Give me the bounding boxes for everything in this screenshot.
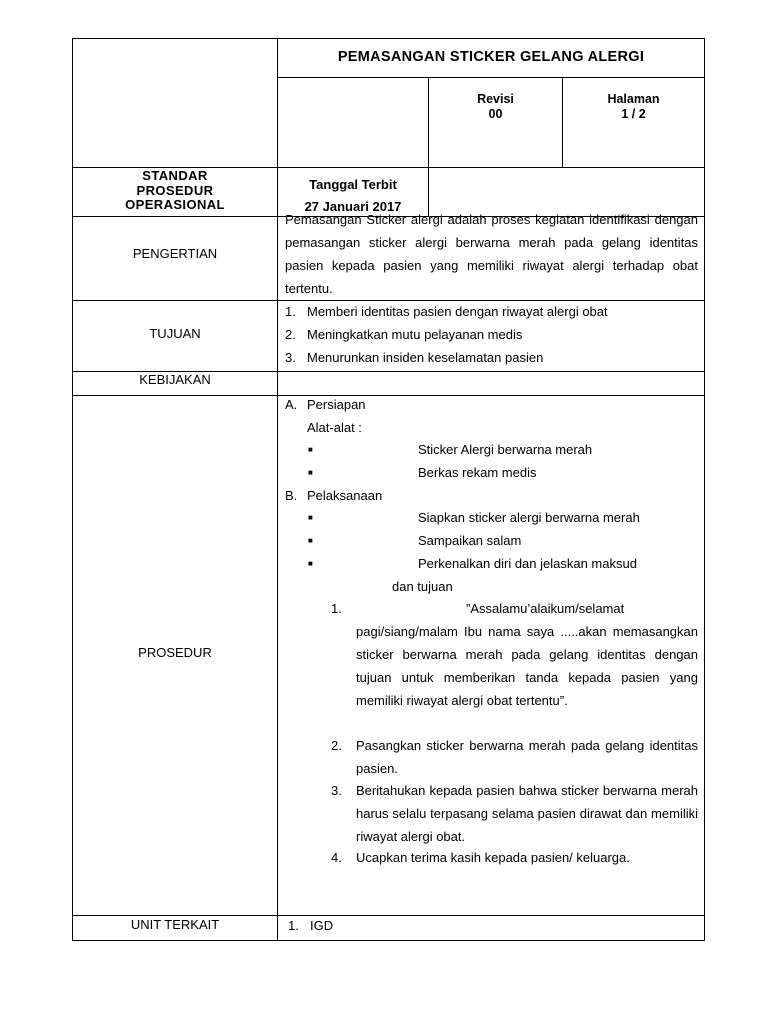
step-number: 3. (331, 783, 342, 798)
alat-label: Alat-alat : (307, 420, 362, 435)
bullet-icon: ■ (308, 559, 313, 568)
step-text-first-line: ”Assalamu’alaikum/selamat (466, 601, 625, 616)
tujuan-label: TUJUAN (149, 326, 201, 341)
pelaksanaan-item-continued: dan tujuan (392, 579, 453, 594)
document-title: PEMASANGAN STICKER GELANG ALERGI (337, 49, 645, 65)
row-divider-prosedur (72, 395, 705, 396)
step-text: pagi/siang/malam Ibu nama saya .....akan memasangkan sticker berwarna merah pada gelang identitas dengan tujuan untuk memberikan tanda kepada pasien yang memiliki riwayat alergi obat tertentu”. (356, 624, 698, 708)
alat-item: Sticker Alergi berwarna merah (418, 442, 593, 457)
halaman-label: Halaman (607, 92, 660, 106)
title-divider (277, 77, 705, 78)
border-bottom (72, 940, 705, 941)
pelaksanaan-item: Siapkan sticker alergi berwarna merah (418, 510, 640, 525)
pelaksanaan-item: Sampaikan salam (418, 533, 522, 548)
halaman-value: 1 / 2 (621, 107, 646, 121)
prosedur-label: PROSEDUR (138, 645, 212, 660)
step-number: 2. (331, 738, 342, 753)
pengertian-text: Pemasangan Sticker alergi adalah proses kegiatan identifikasi dengan pemasangan sticker alergi berwarna merah pada gelang identitas pasien kepada pasien yang memiliki riwayat alergi terhadap obat tertentu. (285, 212, 698, 296)
revisi-value: 00 (488, 107, 503, 121)
row-divider-unit (72, 915, 705, 916)
revisi-cell (429, 92, 562, 122)
spo-line-3: OPERASIONAL (125, 197, 225, 212)
bullet-icon: ■ (308, 536, 313, 545)
section-a-title: Persiapan (307, 397, 366, 412)
section-b-marker: B. (285, 488, 298, 503)
pelaksanaan-item: Perkenalkan diri dan jelaskan maksud (418, 556, 637, 571)
spo-line-1: STANDAR (142, 168, 208, 183)
unit-terkait-item: 1. IGD (288, 918, 334, 933)
list-item: 3. Menurunkan insiden keselamatan pasien (285, 350, 544, 365)
alat-item: Berkas rekam medis (418, 465, 537, 480)
tanggal-label: Tanggal Terbit (309, 177, 397, 192)
tanggal-value: 27 Januari 2017 (304, 199, 402, 214)
step-number: 4. (331, 850, 342, 865)
list-item: 1. Memberi identitas pasien dengan riwayat alergi obat (285, 304, 608, 319)
bullet-icon: ■ (308, 445, 313, 454)
halaman-cell (563, 92, 704, 122)
step-text: Pasangkan sticker berwarna merah pada gelang identitas pasien. (356, 738, 698, 776)
halaman-divider (562, 77, 563, 167)
step-text: Ucapkan terima kasih kepada pasien/ keluarga. (356, 850, 630, 865)
bullet-icon: ■ (308, 513, 313, 522)
pengertian-label: PENGERTIAN (132, 246, 218, 261)
bullet-icon: ■ (308, 468, 313, 477)
section-b-title: Pelaksanaan (307, 488, 383, 503)
spo-label (73, 169, 277, 213)
step-text: Beritahukan kepada pasien bahwa sticker berwarna merah harus selalu terpasang selama pasien dirawat dan memiliki riwayat alergi obat. (356, 783, 698, 844)
section-a-marker: A. (285, 397, 298, 412)
unit-terkait-label: UNIT TERKAIT (130, 917, 220, 932)
list-item: 2. Meningkatkan mutu pelayanan medis (285, 327, 523, 342)
revisi-label: Revisi (477, 92, 514, 106)
kebijakan-label: KEBIJAKAN (139, 372, 211, 387)
spo-line-2: PROSEDUR (136, 182, 214, 198)
border-right (704, 38, 705, 941)
tujuan-list (285, 300, 698, 369)
step-number: 1. (331, 601, 342, 616)
border-top (72, 38, 705, 39)
